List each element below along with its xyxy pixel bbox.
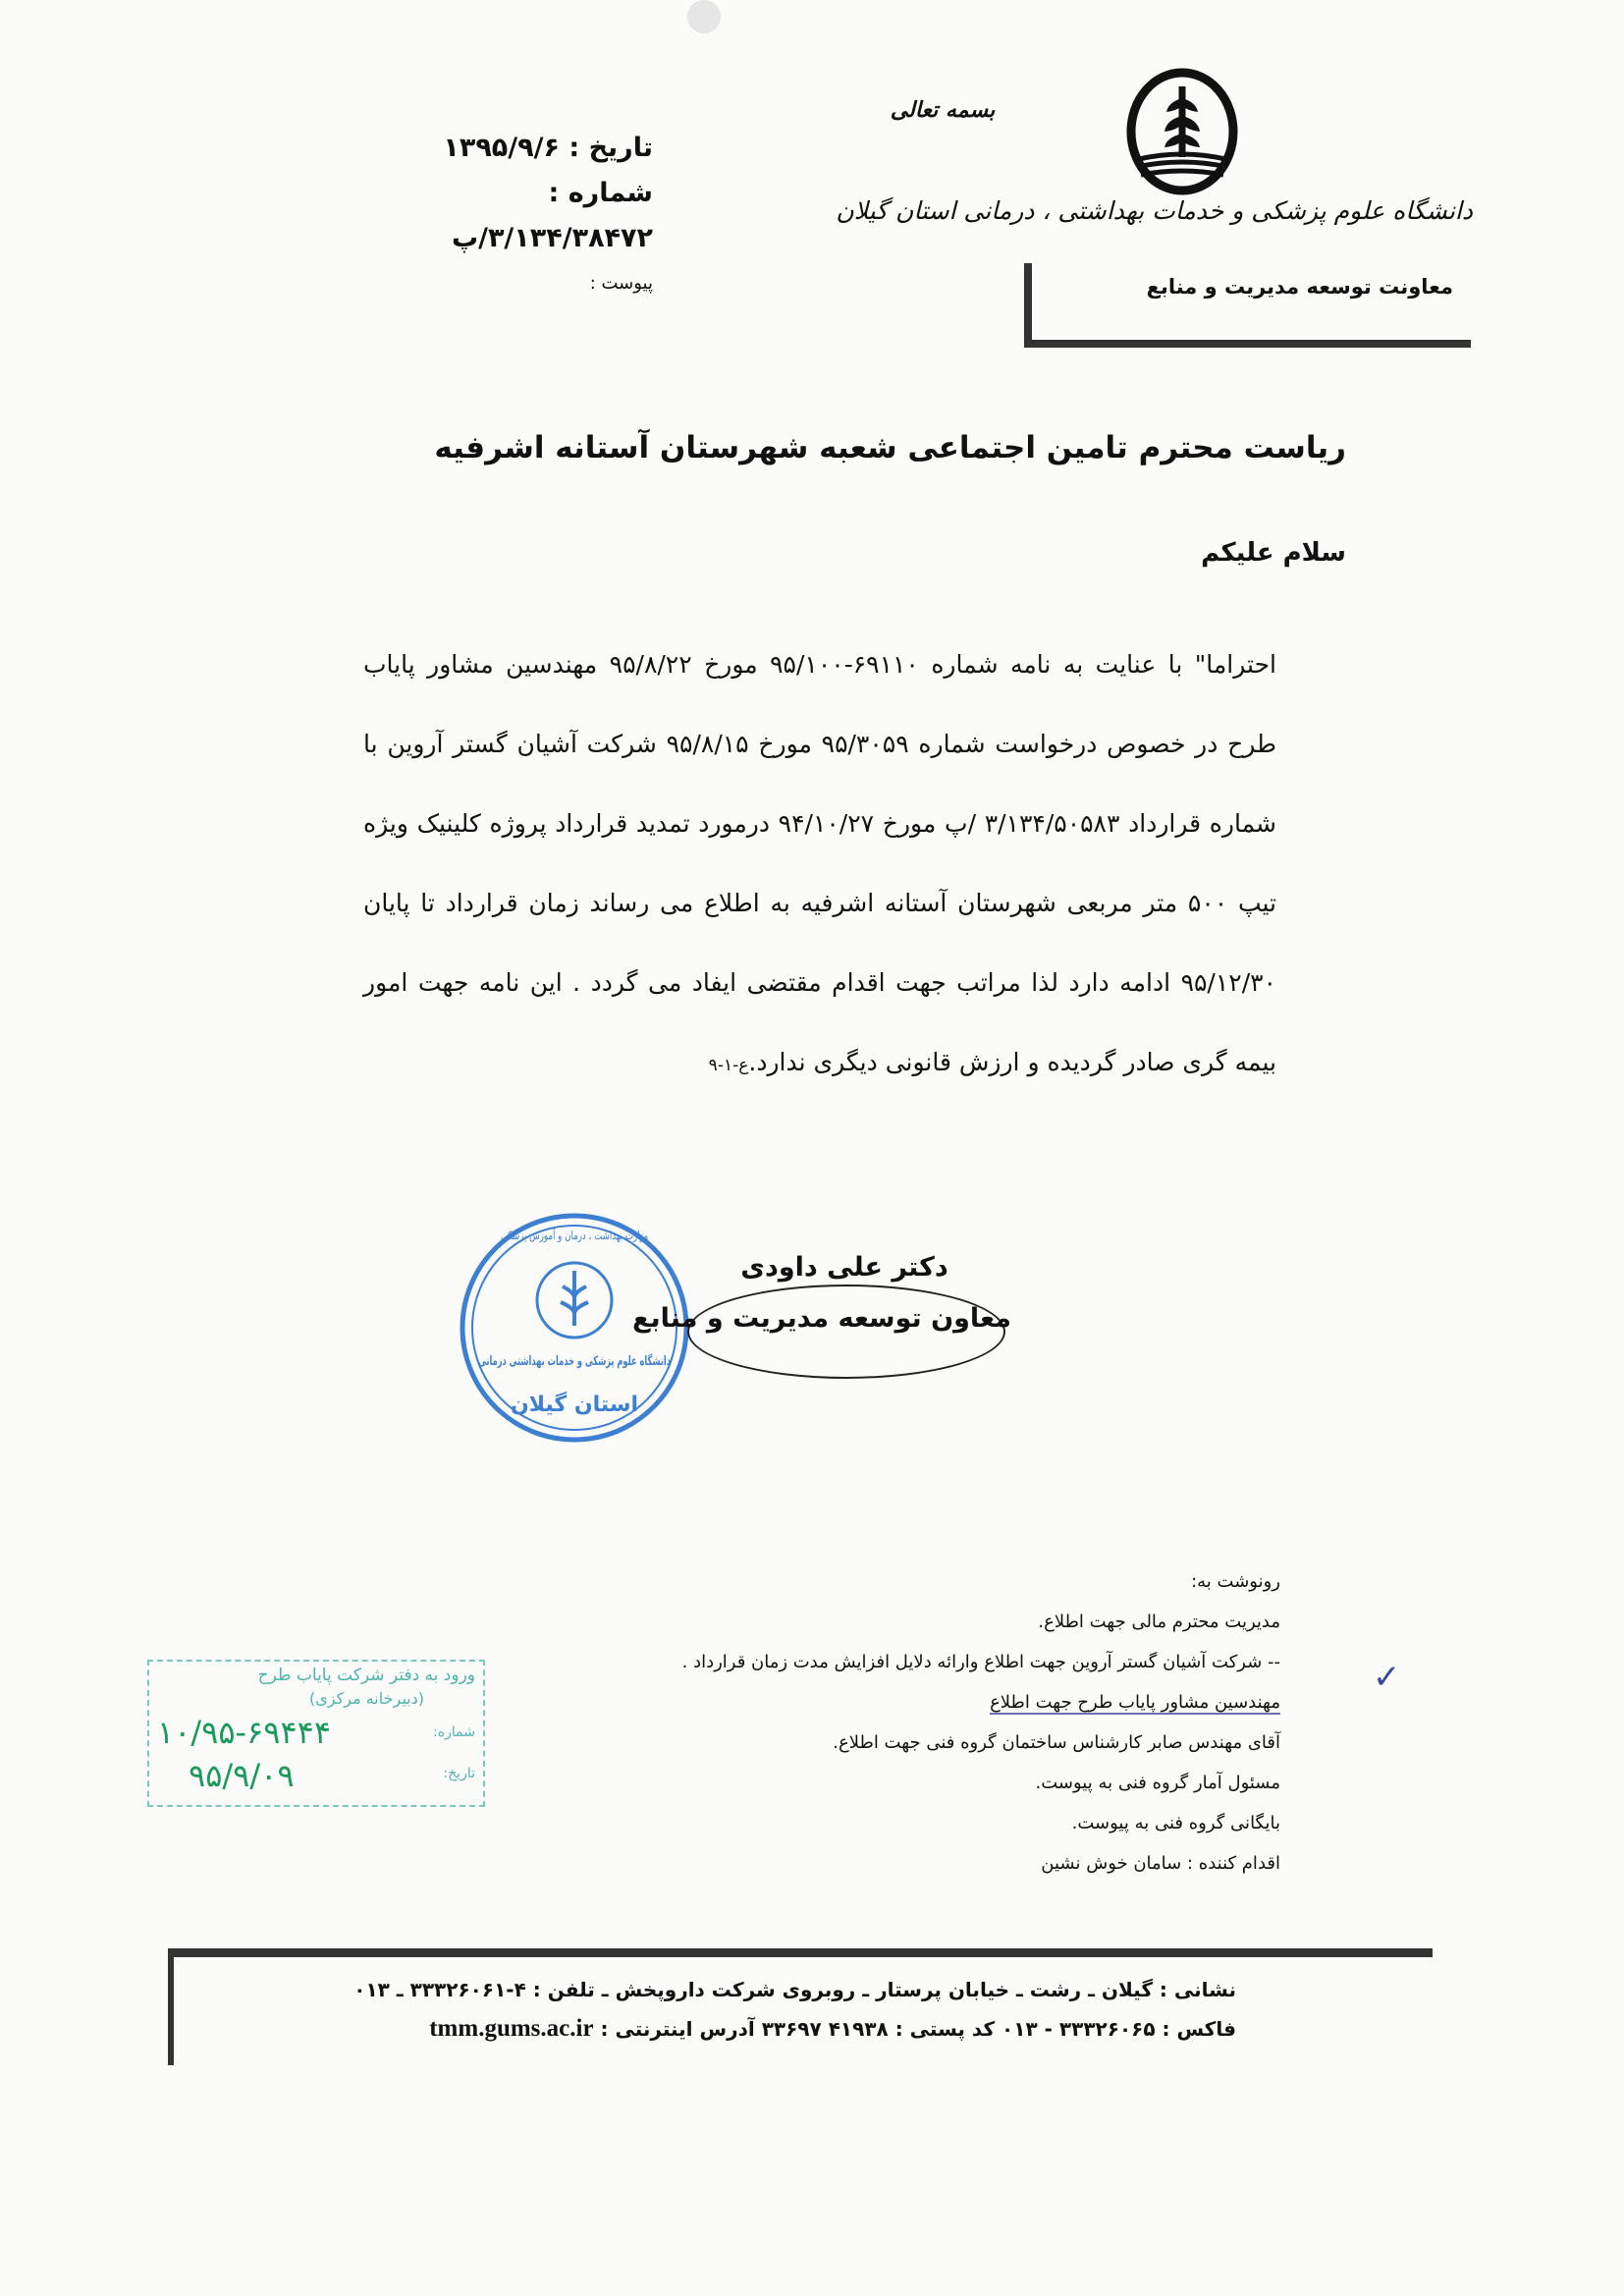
- cc-item: مدیریت محترم مالی جهت اطلاع.: [1038, 1612, 1280, 1632]
- cc-item: مهندسین مشاور پایاب طرح جهت اطلاع: [990, 1692, 1280, 1713]
- cc-item: -- شرکت آشیان گستر آروین جهت اطلاع وارائه دلایل افزایش مدت زمان قرارداد .: [681, 1652, 1280, 1672]
- signer-title: معاون توسعه مدیریت و منابع: [632, 1303, 1011, 1334]
- receipt-number: ۱۰/۹۵-۶۹۴۴۴: [157, 1714, 332, 1751]
- receipt-stamp: ورود به دفتر شرکت پایاب طرح (دبیرخانه مرکزی) شماره: تاریخ: ۱۰/۹۵-۶۹۴۴۴ ۹۵/۹/۰۹: [147, 1660, 485, 1807]
- website-link: tmm.gums.ac.ir: [429, 2015, 594, 2042]
- footer-divider: [168, 1948, 1433, 2065]
- university-logo-icon: [1119, 69, 1245, 194]
- receipt-date: ۹۵/۹/۰۹: [189, 1757, 295, 1794]
- checkmark-icon: ✓: [1373, 1658, 1401, 1697]
- letter-body: احتراما" با عنایت به نامه شماره ۶۹۱۱۰-۹۵/۱۰۰ مورخ ۹۵/۸/۲۲ مهندسین مشاور پایاب طرح در خصوص درخواست شماره ۹۵/۳۰۵۹ مورخ ۹۵/۸/۱۵ شرکت آشیان گستر آروین با شماره قرارداد ۳/۱۳۴/۵۰۵۸۳ /پ مورخ ۹۴/۱۰/۲۷ درمورد تمدید قرارداد پروژه کلینیک ویژه تیپ ۵۰۰ متر مربعی شهرستان آستانه اشرفیه به اطلاع می رساند زمان قرارداد تا پایان ۹۵/۱۲/۳۰ ادامه دارد لذا مراتب جهت اقدام مقتضی ایفاد می گردد . این نامه جهت امور بیمه گری صادر گردیده و ارزش قانونی دیگری ندارد.ع-۱-۹: [363, 650, 1276, 1076]
- seal-bottom-text: استان گیلان: [510, 1393, 639, 1417]
- number-row: شماره : ۳/۱۳۴/۳۸۴۷۲/پ: [451, 178, 653, 253]
- letter-meta: [373, 126, 653, 306]
- signature-block: [632, 1242, 1011, 1344]
- cc-item: مسئول آمار گروه فنی به پیوست.: [1035, 1773, 1280, 1793]
- footer-contact: فاکس : ۳۳۳۲۶۰۶۵ - ۰۱۳ کد پستی : ۴۱۹۳۸ ۳۳۶۹۷ آدرس اینترنتی : tmm.gums.ac.ir: [429, 2015, 1236, 2042]
- cc-heading: رونوشت به:: [1191, 1571, 1280, 1592]
- prepared-by: اقدام کننده : سامان خوش نشین: [1041, 1853, 1280, 1874]
- cc-list: [514, 1561, 1280, 1884]
- signer-name: دکتر علی داودی: [740, 1252, 948, 1283]
- cc-item: آقای مهندس صابر کارشناس ساختمان گروه فنی جهت اطلاع.: [833, 1732, 1280, 1753]
- number-value: ۳/۱۳۴/۳۸۴۷۲/پ: [451, 223, 653, 253]
- university-name: دانشگاه علوم پزشکی و خدمات بهداشتی ، درمانی استان گیلان: [836, 196, 1473, 225]
- ref-code: ع-۱-۹: [708, 1056, 749, 1075]
- punch-hole: [687, 0, 721, 33]
- department-box: [1024, 263, 1471, 348]
- bismillah: بسمه تعالی: [890, 98, 996, 123]
- cc-item: بایگانی گروه فنی به پیوست.: [1071, 1813, 1280, 1833]
- seal-top-text: وزارت بهداشت ، درمان و آموزش پزشکی: [501, 1229, 705, 1242]
- recipient-title: ریاست محترم تامین اجتماعی شعبه شهرستان آستانه اشرفیه: [434, 430, 1346, 465]
- attachment-row: پیوست :: [589, 273, 653, 294]
- footer-address: نشانی : گیلان ـ رشت ـ خیابان پرستار ـ روبروی شرکت داروپخش ـ تلفن : ۴-۳۳۳۲۶۰۶۱ ـ ۰۱۳: [353, 1978, 1236, 2001]
- date-value: ۱۳۹۵/۹/۶: [443, 133, 560, 163]
- department-name: معاونت توسعه مدیریت و منابع: [1146, 275, 1453, 299]
- seal-middle-text: دانشگاه علوم پزشکی و خدمات بهداشتی درمانی: [478, 1354, 781, 1369]
- date-row: تاریخ : ۱۳۹۵/۹/۶: [443, 133, 653, 163]
- greeting: سلام علیکم: [1201, 538, 1346, 568]
